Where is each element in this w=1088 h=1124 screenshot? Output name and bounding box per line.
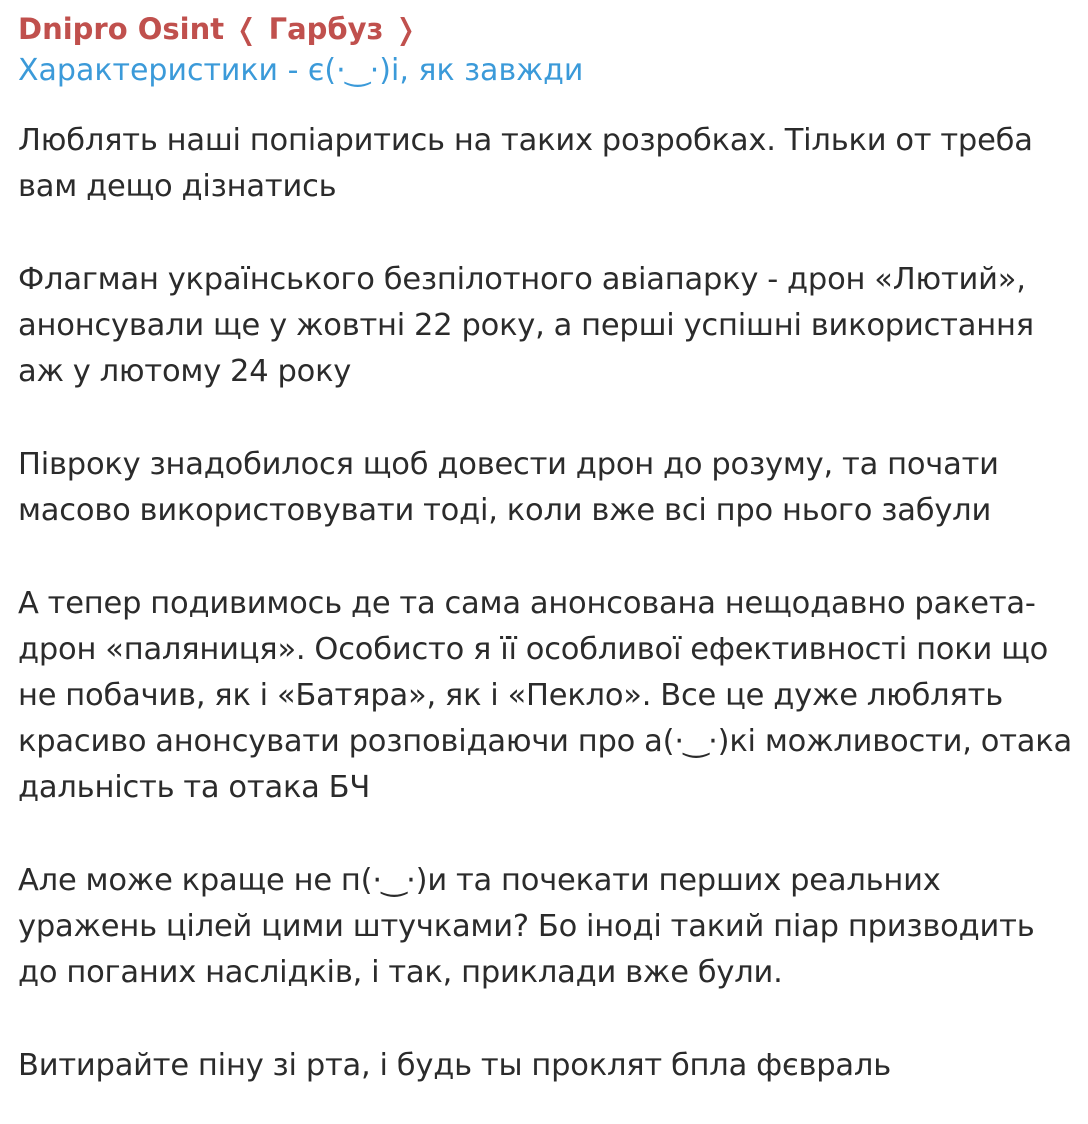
- message-body: [18, 118, 1080, 1089]
- message-paragraph: Півроку знадобилося щоб довести дрон до розуму, та почати масово використовувати тоді, коли вже всі про нього забули: [18, 447, 999, 528]
- message-paragraph: Люблять наші попіаритись на таких розробках. Тільки от треба вам дещо дізнатись: [18, 123, 1033, 204]
- reply-text[interactable]: Характеристики - є(·‿·)і, як завжди: [18, 53, 584, 88]
- channel-name[interactable]: Dnipro Osint ❬ Гарбуз ❭: [18, 12, 418, 46]
- telegram-message: [18, 0, 1080, 1089]
- message-paragraph: Флагман українського безпілотного авіапарку - дрон «Лютий», анонсували ще у жовтні 22 року, а перші успішні використання аж у лютому 24 року: [18, 262, 1034, 389]
- message-paragraph: Витирайте піну зі рта, і будь ты проклят бпла фєвраль: [18, 1048, 891, 1083]
- message-paragraph: А тепер подивимось де та сама анонсована нещодавно ракета-дрон «паляниця». Особисто я її особливої ефективності поки що не побачив, як і «Батяра», як і «Пекло». Все це дуже люблять красиво анонсувати розповідаючи про а(·‿·)кі можливости, отака дальність та отака БЧ: [18, 586, 1072, 805]
- message-paragraph: Але може краще не п(·‿·)и та почекати перших реальних уражень цілей цими штучками? Бо іноді такий піар призводить до поганих наслідків, і так, приклади вже були.: [18, 863, 1035, 990]
